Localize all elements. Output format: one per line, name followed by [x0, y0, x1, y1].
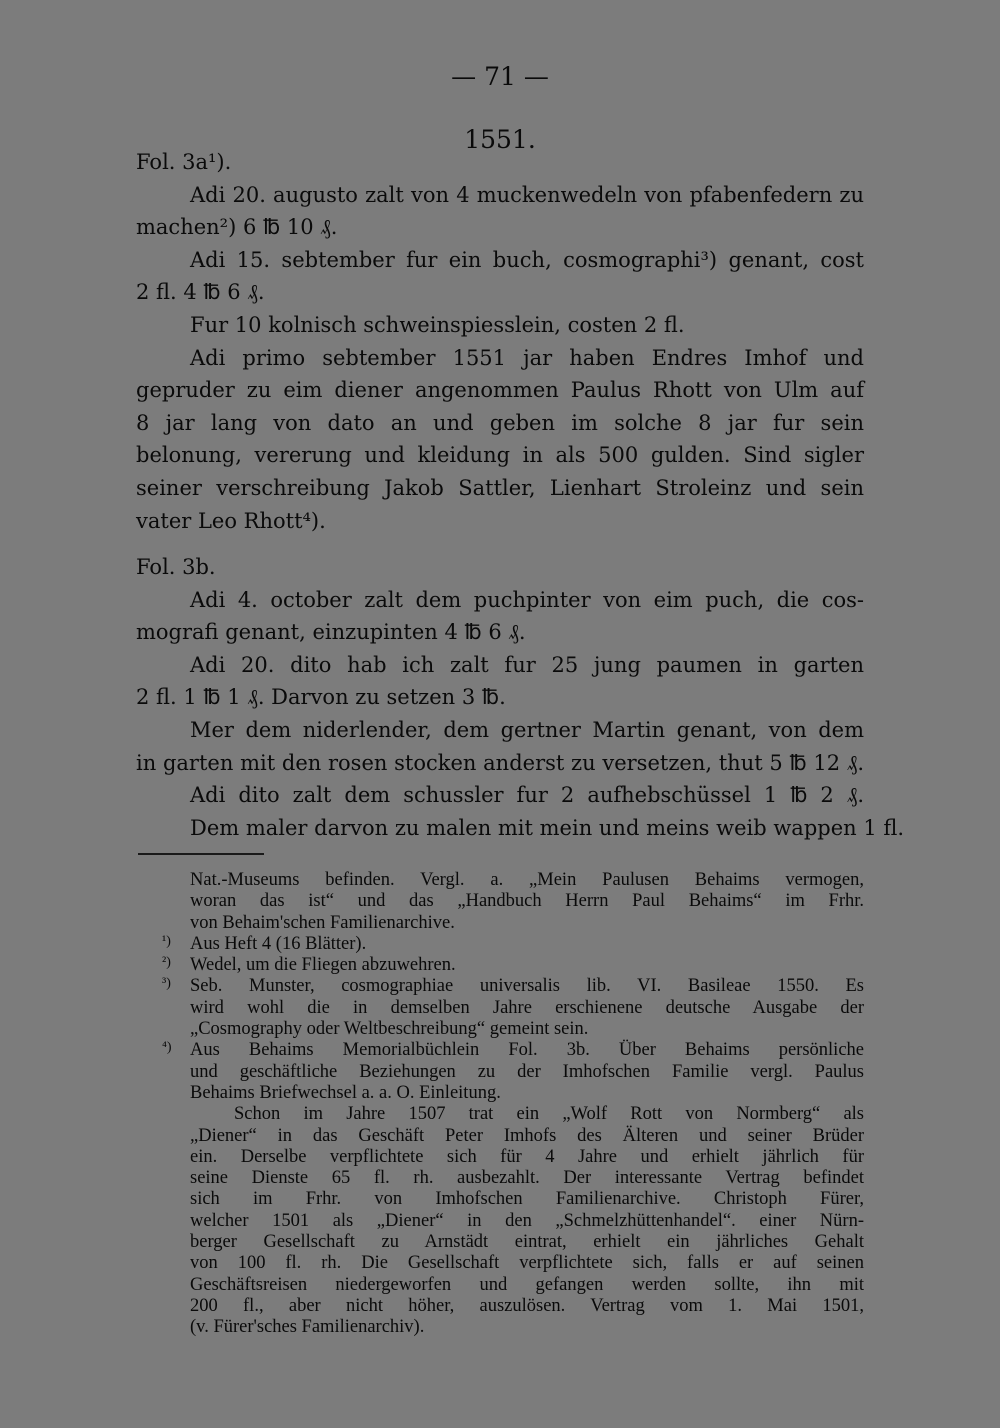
footnote-4: [162, 1040, 864, 1104]
footnote-line: von Behaim'schen Familienarchive.: [190, 912, 455, 933]
text-line: 2 fl. 4 ℔ 6 ₰.: [136, 280, 265, 305]
footnote-line: Nat.-Museums befinden. Vergl. a. „Mein Paulusen Behaims vermogen,: [190, 870, 864, 890]
text-line: machen²) 6 ℔ 10 ₰.: [136, 215, 338, 240]
text-line: Adi dito zalt dem schussler fur 2 aufhebschüssel 1 ℔ 2 ₰.: [190, 783, 864, 808]
year-heading: 1551.: [464, 125, 536, 154]
footnote-1: [162, 933, 864, 955]
text-line: Adi 20. augusto zalt von 4 muckenwedeln von pfabenfedern zu: [190, 182, 864, 207]
text-line: Adi 4. october zalt dem puchpinter von eim puch, die cos-: [190, 587, 864, 612]
text-line: Mer dem niderlender, dem gertner Martin genant, von dem: [190, 717, 864, 742]
footnote-line: und geschäftliche Beziehungen zu der Imhofschen Familie vergl. Paulus: [190, 1061, 864, 1082]
text-line: Adi 20. dito hab ich zalt fur 25 jung paumen in garten: [190, 652, 864, 677]
footnote-paragraph-line: (v. Fürer'sches Familienarchiv).: [190, 1317, 425, 1338]
footnote-paragraph-line: Geschäftsreisen niedergeworfen und gefangen werden sollte, ihn mit: [190, 1274, 864, 1295]
footnote-line: Aus Behaims Memorialbüchlein Fol. 3b. Über Behaims persönliche: [190, 1040, 864, 1061]
main-text: [136, 146, 864, 537]
footnote-3: [162, 976, 864, 1040]
footnote-divider: [138, 853, 264, 855]
footnote-paragraph-line: welcher 1501 als „Diener“ in den „Schmelzhüttenhandel“. einer Nürn-: [190, 1210, 864, 1231]
footnote-mark: ³): [162, 976, 171, 992]
footnote-mark: ²): [162, 955, 171, 971]
text-line: Adi 15. sebtember fur ein buch, cosmographi³) genant, cost: [190, 247, 864, 272]
text-line: Dem maler darvon zu malen mit mein und meins weib wappen 1 fl.: [190, 815, 905, 840]
footnote-paragraph-line: 200 fl., aber nicht höher, auszulösen. Vertrag vom 1. Mai 1501,: [190, 1295, 864, 1316]
text-line: belonung, vererung und kleidung in als 500 gulden. Sind sigler: [136, 443, 864, 468]
footnote-line: Wedel, um die Fliegen abzuwehren.: [190, 955, 456, 976]
page-number: — 71 —: [451, 62, 549, 91]
footnote-paragraph-line: seine Dienste 65 fl. rh. ausbezahlt. Der interessante Vertrag befindet: [190, 1168, 864, 1189]
text-line: in garten mit den rosen stocken anderst zu versetzen, thut 5 ℔ 12 ₰.: [136, 750, 864, 775]
text-line: Fur 10 kolnisch schweinspiesslein, costen 2 fl.: [190, 312, 685, 337]
footnote-paragraph-line: ein. Derselbe verpflichtete sich für 4 Jahre und erhielt jährlich für: [190, 1146, 864, 1167]
footnotes: [162, 870, 864, 1339]
footnote-paragraph-line: sich im Frhr. von Imhofschen Familienarchive. Christoph Fürer,: [190, 1189, 864, 1210]
text-line: vater Leo Rhott⁴).: [136, 508, 326, 533]
footnote-line: Behaims Briefwechsel a. a. O. Einleitung.: [190, 1082, 501, 1103]
footnote-line: wird wohl die in demselben Jahre erschienene deutsche Ausgabe der: [190, 997, 864, 1018]
footnote-mark: ¹): [162, 933, 171, 949]
main-text-fol-3b: [136, 551, 905, 844]
footnote-paragraph-line: von 100 fl. rh. Die Gesellschaft verpflichtete sich, falls er auf seinen: [190, 1253, 864, 1274]
text-line: mografi genant, einzupinten 4 ℔ 6 ₰.: [136, 620, 526, 645]
text-line: 8 jar lang von dato an und geben im solche 8 jar fur sein: [136, 410, 864, 435]
text-line: seiner verschreibung Jakob Sattler, Lienhart Stroleinz und sein: [136, 475, 864, 500]
footnote-2: [162, 955, 864, 976]
footnote-line: Seb. Munster, cosmographiae universalis lib. VI. Basileae 1550. Es: [190, 976, 864, 997]
text-line: gepruder zu eim diener angenommen Paulus Rhott von Ulm auf: [136, 378, 864, 403]
footnote-line: „Cosmography oder Weltbeschreibung“ gemeint sein.: [190, 1019, 589, 1040]
footnote-paragraph-line: Schon im Jahre 1507 trat ein „Wolf Rott von Normberg“ als: [234, 1104, 864, 1125]
folio-label-3a: Fol. 3a¹).: [136, 150, 232, 174]
footnote-line: Aus Heft 4 (16 Blätter).: [190, 933, 367, 954]
footnote-paragraph-line: berger Gesellschaft zu Arnstädt eintrat, erhielt ein jährliches Gehalt: [190, 1232, 864, 1253]
folio-label-3b: Fol. 3b.: [136, 555, 216, 579]
text-line: 2 fl. 1 ℔ 1 ₰. Darvon zu setzen 3 ℔.: [136, 685, 506, 710]
footnote-line: woran das ist“ und das „Handbuch Herrn Paul Behaims“ im Frhr.: [190, 891, 864, 912]
footnote-paragraph-line: „Diener“ in das Geschäft Peter Imhofs des Älteren und seiner Brüder: [190, 1125, 864, 1146]
footnote-mark: ⁴): [162, 1040, 172, 1056]
text-line: Adi primo sebtember 1551 jar haben Endres Imhof und: [190, 345, 864, 370]
